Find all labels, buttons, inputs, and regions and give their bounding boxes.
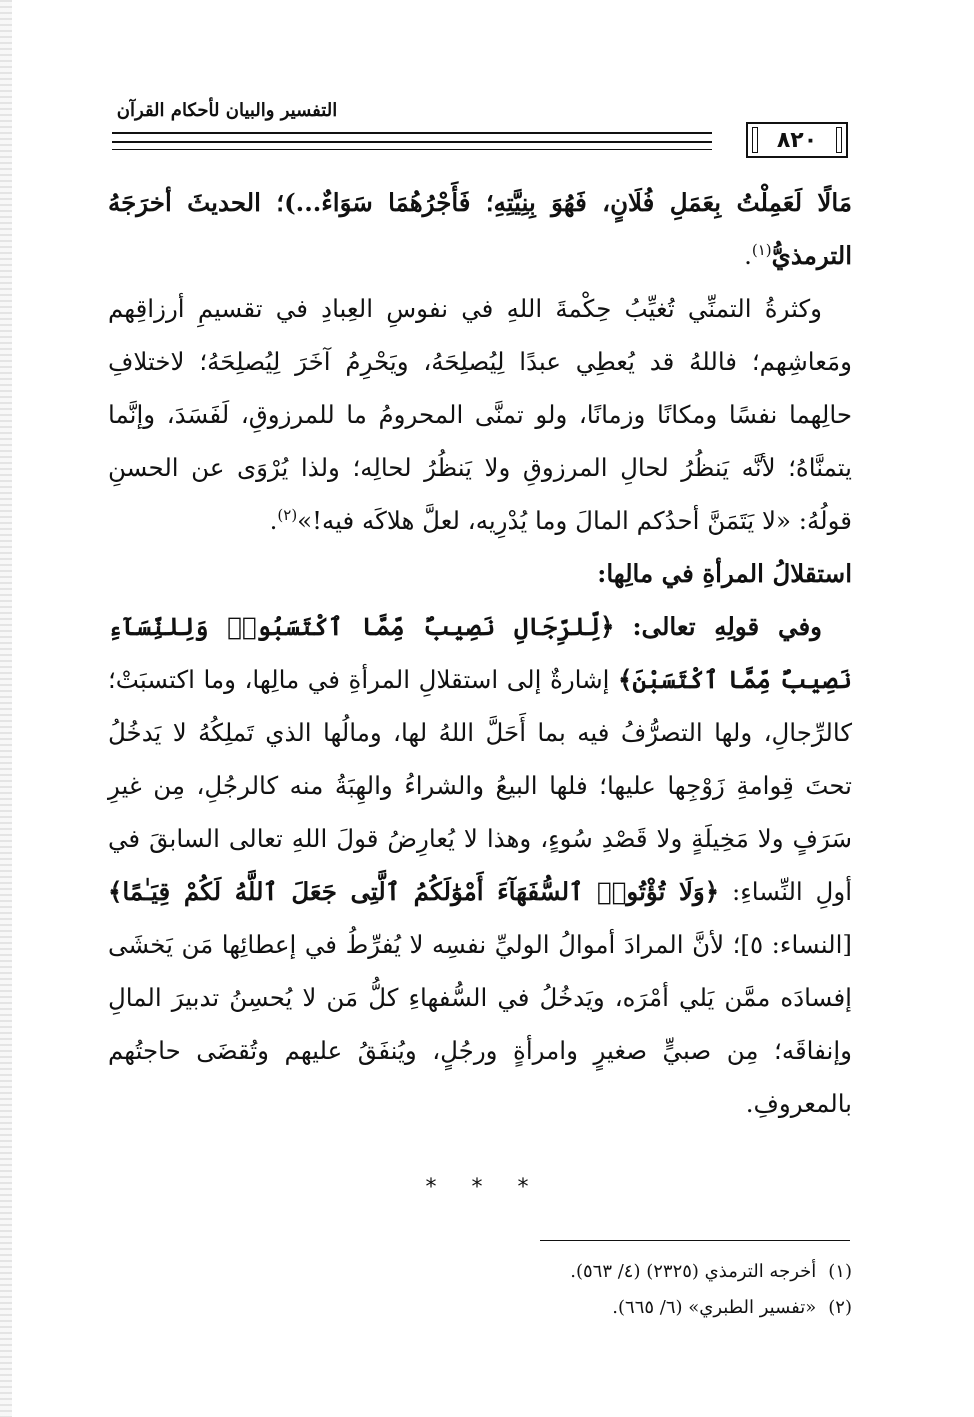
footnote-ref-1: (١) xyxy=(751,240,772,259)
header-rule xyxy=(112,149,712,150)
scan-edge xyxy=(0,0,12,1417)
footnote-ref-2: (٢) xyxy=(277,505,298,524)
main-text xyxy=(108,176,852,1130)
paragraph-3-middle: إشارةٌ إلى استقلالِ المرأةِ في مالِها، وما اكتسبَتْ؛ كالرِّجالِ، ولها التصرُّفُ فيه بما أَحَلَّ اللهُ لها، ومالُها الذي تَملِكُهُ لا يَدخُلُ تحتَ قِوامةِ زَوْجِها عليها؛ فلها البيعُ والشراءُ والهِبَةُ منه كالرجُلِ، مِن غيرِ سَرَفٍ ولا مَخِيلَةٍ ولا قَصْدِ سُوءٍ، وهذا لا يُعارِضُ قولَ اللهِ تعالى السابقَ في أولِ النِّساءِ: xyxy=(108,665,852,906)
quran-verse-1: ﴿لِّلرِّجَالِ نَصِيبٌ مِّمَّا ٱكْتَسَبُوا۟ وَلِلنِّسَآءِ نَصِيبٌ مِّمَّا ٱكْتَسَبْنَ﴾ xyxy=(108,612,852,694)
footnote-text: «تفسير الطبري» (٦/ ٦٦٥). xyxy=(612,1297,817,1318)
section-heading: استقلالُ المرأةِ في مالِها: xyxy=(597,559,852,588)
header-rule xyxy=(112,132,712,134)
paragraph-end: . xyxy=(744,241,752,270)
footnote-divider xyxy=(540,1240,850,1241)
footnote-2 xyxy=(400,1290,852,1326)
page-header xyxy=(112,100,848,160)
page-number-box xyxy=(746,122,848,158)
paragraph-3 xyxy=(108,600,852,1130)
paragraph-2 xyxy=(108,282,852,547)
quran-verse-2: ﴿وَلَا تُؤْتُوا۟ ٱلسُّفَهَآءَ أَمْوَٰلَكُمُ ٱلَّتِى جَعَلَ ٱللَّهُ لَكُمْ قِيَـٰمًا﴾ xyxy=(108,877,720,906)
paragraph-1 xyxy=(108,176,852,282)
section-separator: * * * xyxy=(425,1175,543,1200)
book-title: التفسير والبيان لأحكام القرآن xyxy=(116,100,338,121)
footnote-number: (١) xyxy=(828,1261,852,1282)
footnotes xyxy=(400,1254,852,1326)
page-number: ٨٢٠ xyxy=(776,127,818,153)
paragraph-3-end: [النساء: ٥]؛ لأنَّ المرادَ أموالُ الوليِّ نفسِه لا يُفرِّطُ في إعطائِها مَن يَخشَى إفسادَه ممَّن يَلي أمْرَه، ويَدخُلُ في السُّفهاءِ كلُّ مَن لا يُحسِنُ تدبيرَ المالِ وإنفاقَه؛ مِن صبيٍّ صغيرٍ وامرأةٍ ورجُلٍ، ويُنفَقُ عليهم وتُقضَى حاجتُهم بالمعروفِ. xyxy=(108,930,852,1118)
header-rule xyxy=(112,141,712,143)
footnote-text: أخرجه الترمذي (٢٣٢٥) (٤/ ٥٦٣). xyxy=(570,1261,817,1282)
footnote-1 xyxy=(400,1254,852,1290)
paragraph-2-text: وكثرةُ التمنِّي تُغيِّبُ حِكْمةَ اللهِ في نفوسِ العِبادِ في تقسيمِ أرزاقِهم ومَعاشِهم؛ فاللهُ قد يُعطِي عبدًا لِيُصلِحَهُ، ويَحْرِمُ آخَرَ لِيُصلِحَهُ؛ لاختلافِ حالِهما نفسًا ومكانًا وزمانًا، ولو تمنَّى المحرومُ ما للمرزوقِ، لَفَسَدَ، وإنَّما يتمنَّاهُ؛ لأنَّه يَنظُرُ لحالِ المرزوقِ ولا يَنظُرُ لحالِه؛ ولذا يُرْوَى عن الحسنِ قولُهُ: «لا يَتَمَنَّ أحدُكم المالَ وما يُدْرِيه، لعلَّ هلاكَه فيه!» xyxy=(108,294,852,535)
hadith-quote: مَالًا لَعَمِلْتُ بِعَمَلِ فُلَانٍ، فَهُوَ بِنِيَّتِهِ؛ فَأَجْرُهُمَا سَوَاءٌ...)؛ الحديثَ أخرَجَهُ الترمذيُّ xyxy=(108,188,852,270)
footnote-number: (٢) xyxy=(828,1297,852,1318)
paragraph-end: . xyxy=(269,506,278,535)
paragraph-3-intro: وفي قولِهِ تعالى: xyxy=(632,612,822,641)
